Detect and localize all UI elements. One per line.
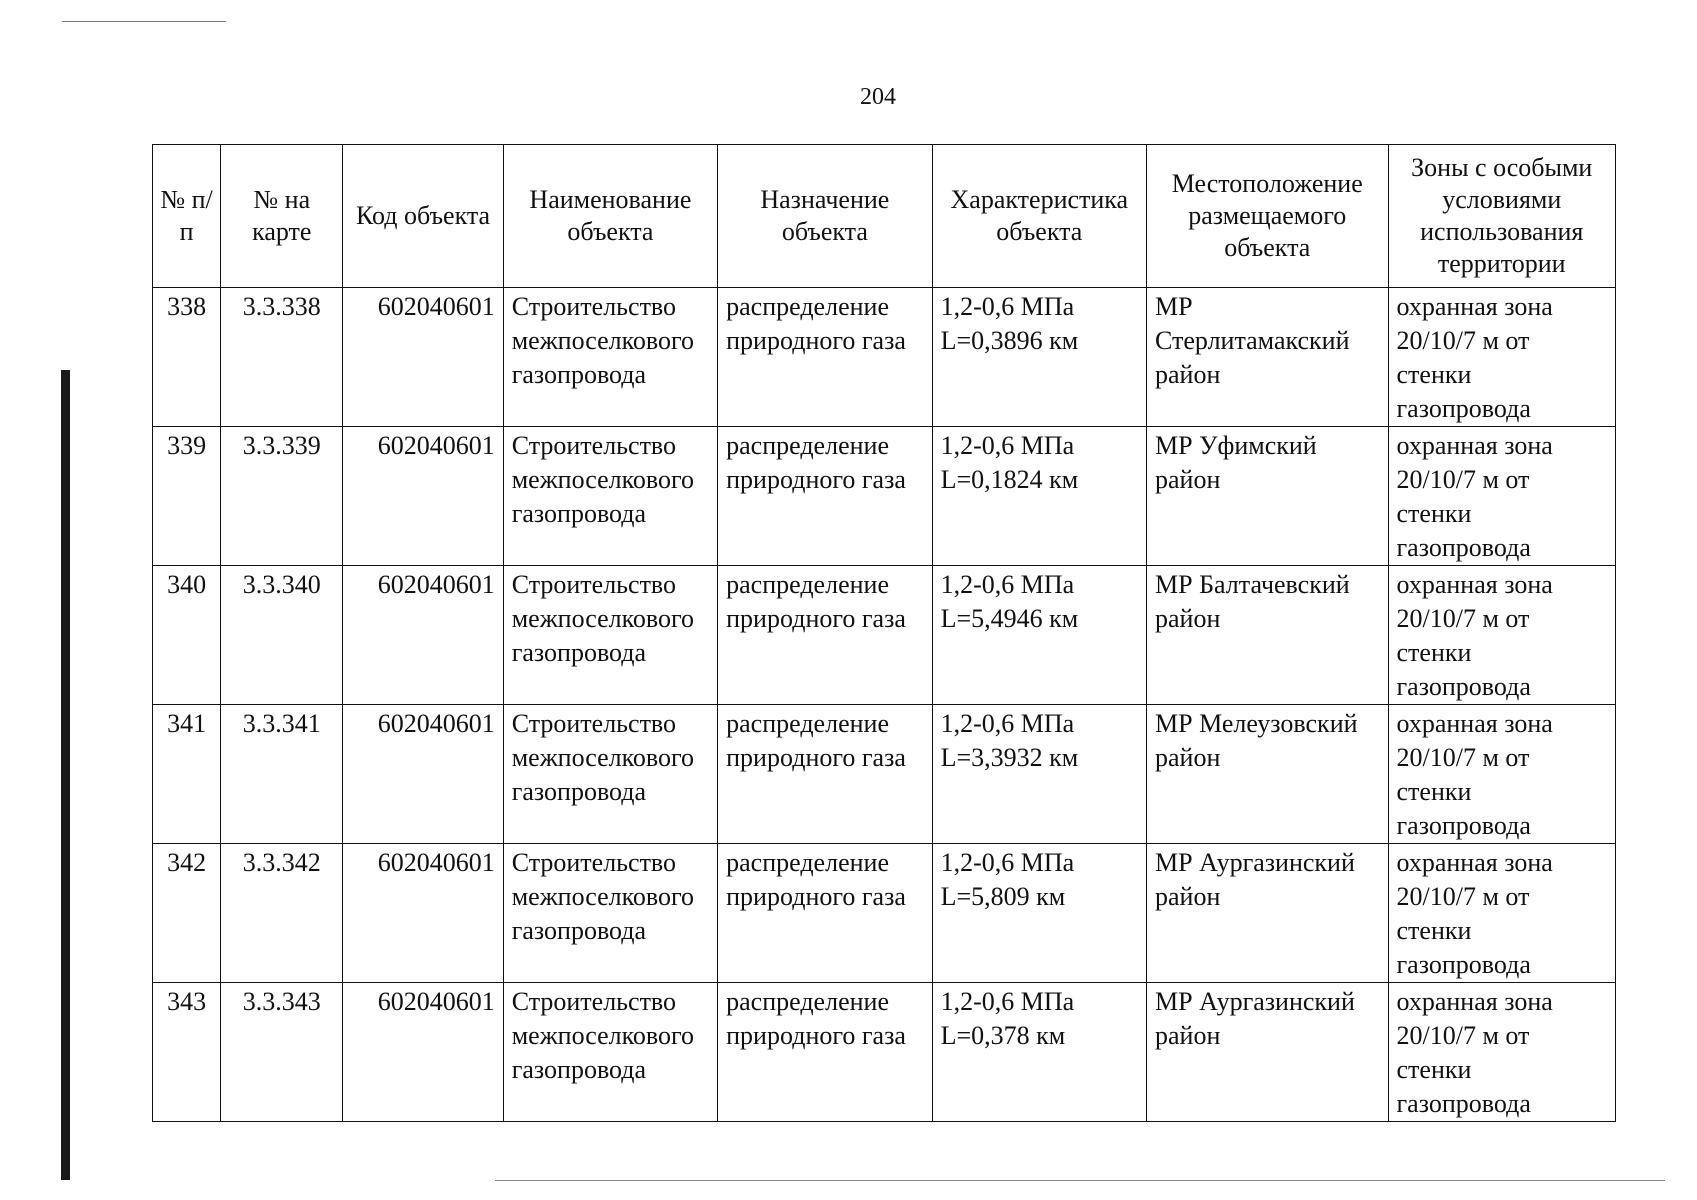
table-row [153,566,1616,705]
cell-object-name: Строительство межпоселкового газопровода [503,705,717,844]
header-object-location: Местоположение размещаемого объекта [1147,145,1388,288]
cell-row-number: 338 [153,288,221,427]
cell-object-purpose: распределение природного газа [718,705,932,844]
scan-edge-line-top [62,21,226,22]
cell-object-name: Строительство межпоселкового газопровода [503,983,717,1122]
objects-table [152,144,1616,1122]
characteristic-length: L=5,809 км [940,882,1066,911]
cell-special-zone: охранная зона 20/10/7 м от стенки газопровода [1388,983,1616,1122]
characteristic-pressure: 1,2-0,6 МПа [940,431,1075,460]
cell-object-purpose: распределение природного газа [718,983,932,1122]
cell-object-code: 602040601 [343,983,503,1122]
cell-map-number: 3.3.342 [221,844,343,983]
cell-row-number: 340 [153,566,221,705]
characteristic-length: L=0,3896 км [940,326,1079,355]
cell-object-code: 602040601 [343,288,503,427]
characteristic-length: L=0,378 км [940,1021,1066,1050]
characteristic-length: L=0,1824 км [940,465,1079,494]
header-map-number: № на карте [221,145,343,288]
cell-special-zone: охранная зона 20/10/7 м от стенки газопровода [1388,427,1616,566]
header-object-code: Код объекта [343,145,503,288]
table-row [153,844,1616,983]
cell-object-characteristics [932,427,1146,566]
cell-object-characteristics [932,983,1146,1122]
header-row-number: № п/п [153,145,221,288]
cell-object-characteristics [932,705,1146,844]
cell-row-number: 339 [153,427,221,566]
cell-map-number: 3.3.343 [221,983,343,1122]
header-object-name: Наименование объекта [503,145,717,288]
cell-object-location: МР Аургазинский район [1147,844,1388,983]
cell-object-purpose: распределение природного газа [718,844,932,983]
cell-map-number: 3.3.338 [221,288,343,427]
cell-object-code: 602040601 [343,705,503,844]
cell-object-purpose: распределение природного газа [718,566,932,705]
table-header-row [153,145,1616,288]
cell-row-number: 343 [153,983,221,1122]
cell-object-purpose: распределение природного газа [718,427,932,566]
scan-edge-line-bottom [495,1180,1665,1181]
cell-object-name: Строительство межпоселкового газопровода [503,566,717,705]
cell-object-characteristics [932,844,1146,983]
cell-map-number: 3.3.341 [221,705,343,844]
table-body [153,288,1616,1122]
cell-object-location: МР Аургазинский район [1147,983,1388,1122]
page-number: 204 [860,84,896,110]
cell-row-number: 342 [153,844,221,983]
cell-object-purpose: распределение природного газа [718,288,932,427]
header-object-purpose: Назначение объекта [718,145,932,288]
characteristic-length: L=3,3932 км [940,743,1079,772]
cell-map-number: 3.3.339 [221,427,343,566]
characteristic-length: L=5,4946 км [940,604,1079,633]
cell-object-characteristics [932,566,1146,705]
cell-special-zone: охранная зона 20/10/7 м от стенки газопровода [1388,566,1616,705]
characteristic-pressure: 1,2-0,6 МПа [940,570,1075,599]
table-row [153,983,1616,1122]
cell-object-name: Строительство межпоселкового газопровода [503,427,717,566]
characteristic-pressure: 1,2-0,6 МПа [940,709,1075,738]
cell-special-zone: охранная зона 20/10/7 м от стенки газопровода [1388,844,1616,983]
cell-object-location: МР Мелеузовский район [1147,705,1388,844]
table-row [153,705,1616,844]
cell-row-number: 341 [153,705,221,844]
cell-object-characteristics [932,288,1146,427]
table-row [153,288,1616,427]
cell-object-code: 602040601 [343,566,503,705]
cell-object-location: МР Балтачевский район [1147,566,1388,705]
cell-object-location: МР Стерлитамакский район [1147,288,1388,427]
cell-special-zone: охранная зона 20/10/7 м от стенки газопровода [1388,705,1616,844]
cell-special-zone: охранная зона 20/10/7 м от стенки газопровода [1388,288,1616,427]
cell-map-number: 3.3.340 [221,566,343,705]
cell-object-name: Строительство межпоселкового газопровода [503,288,717,427]
cell-object-name: Строительство межпоселкового газопровода [503,844,717,983]
table-row [153,427,1616,566]
header-special-zones: Зоны с особыми условиями использования территории [1388,145,1616,288]
cell-object-code: 602040601 [343,427,503,566]
cell-object-code: 602040601 [343,844,503,983]
scan-edge-bar-left [61,370,70,1180]
characteristic-pressure: 1,2-0,6 МПа [940,292,1075,321]
cell-object-location: МР Уфимский район [1147,427,1388,566]
characteristic-pressure: 1,2-0,6 МПа [940,987,1075,1016]
characteristic-pressure: 1,2-0,6 МПа [940,848,1075,877]
header-object-characteristics: Характеристика объекта [932,145,1146,288]
